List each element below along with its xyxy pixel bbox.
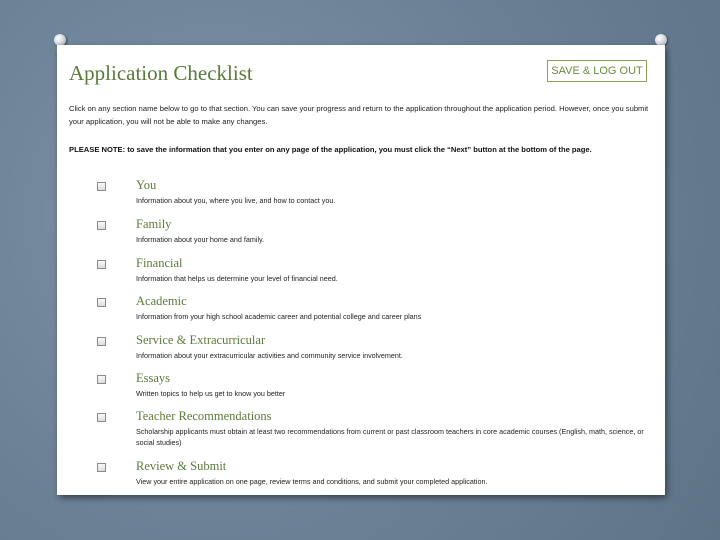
section-link-teacher-recommendations[interactable]: Teacher Recommendations [136, 409, 272, 423]
checkbox[interactable] [97, 260, 106, 269]
section-description: View your entire application on one page, review terms and conditions, and submit your completed application. [136, 477, 488, 486]
section-link-service[interactable]: Service & Extracurricular [136, 333, 266, 347]
checkbox[interactable] [97, 337, 106, 346]
section-description: Information about your home and family. [136, 235, 265, 244]
section-link-academic[interactable]: Academic [136, 294, 187, 308]
checkbox[interactable] [97, 182, 106, 191]
section-description: Information about you, where you live, and how to contact you. [136, 196, 336, 205]
checkbox[interactable] [97, 298, 106, 307]
application-page [57, 45, 665, 495]
section-link-review-submit[interactable]: Review & Submit [136, 459, 227, 473]
section-link-you[interactable]: You [136, 178, 157, 192]
section-link-financial[interactable]: Financial [136, 256, 183, 270]
save-note: PLEASE NOTE: to save the information that you enter on any page of the application, you must click the “Next” button at the bottom of the page. [69, 145, 592, 154]
section-description: Information about your extracurricular activities and community service involvement. [136, 351, 403, 360]
checkbox[interactable] [97, 413, 106, 422]
section-description: Written topics to help us get to know you better [136, 389, 286, 398]
section-description: Information from your high school academic career and potential college and career plans [136, 312, 422, 321]
intro-text: Click on any section name below to go to that section. You can save your progress and return to the application throughout the application period. However, once you submit your application, you will not be able to make any changes. [69, 104, 649, 126]
checkbox[interactable] [97, 221, 106, 230]
checkbox[interactable] [97, 463, 106, 472]
section-link-family[interactable]: Family [136, 217, 172, 231]
section-description: Information that helps us determine your level of financial need. [136, 274, 338, 283]
save-logout-button[interactable]: SAVE & LOG OUT [547, 60, 647, 82]
section-description: Scholarship applicants must obtain at least two recommendations from current or past classroom teachers in core academic courses (English, math, science, or social studies) [136, 427, 644, 447]
section-link-essays[interactable]: Essays [136, 371, 171, 385]
page-title: Application Checklist [69, 61, 253, 85]
checkbox[interactable] [97, 375, 106, 384]
